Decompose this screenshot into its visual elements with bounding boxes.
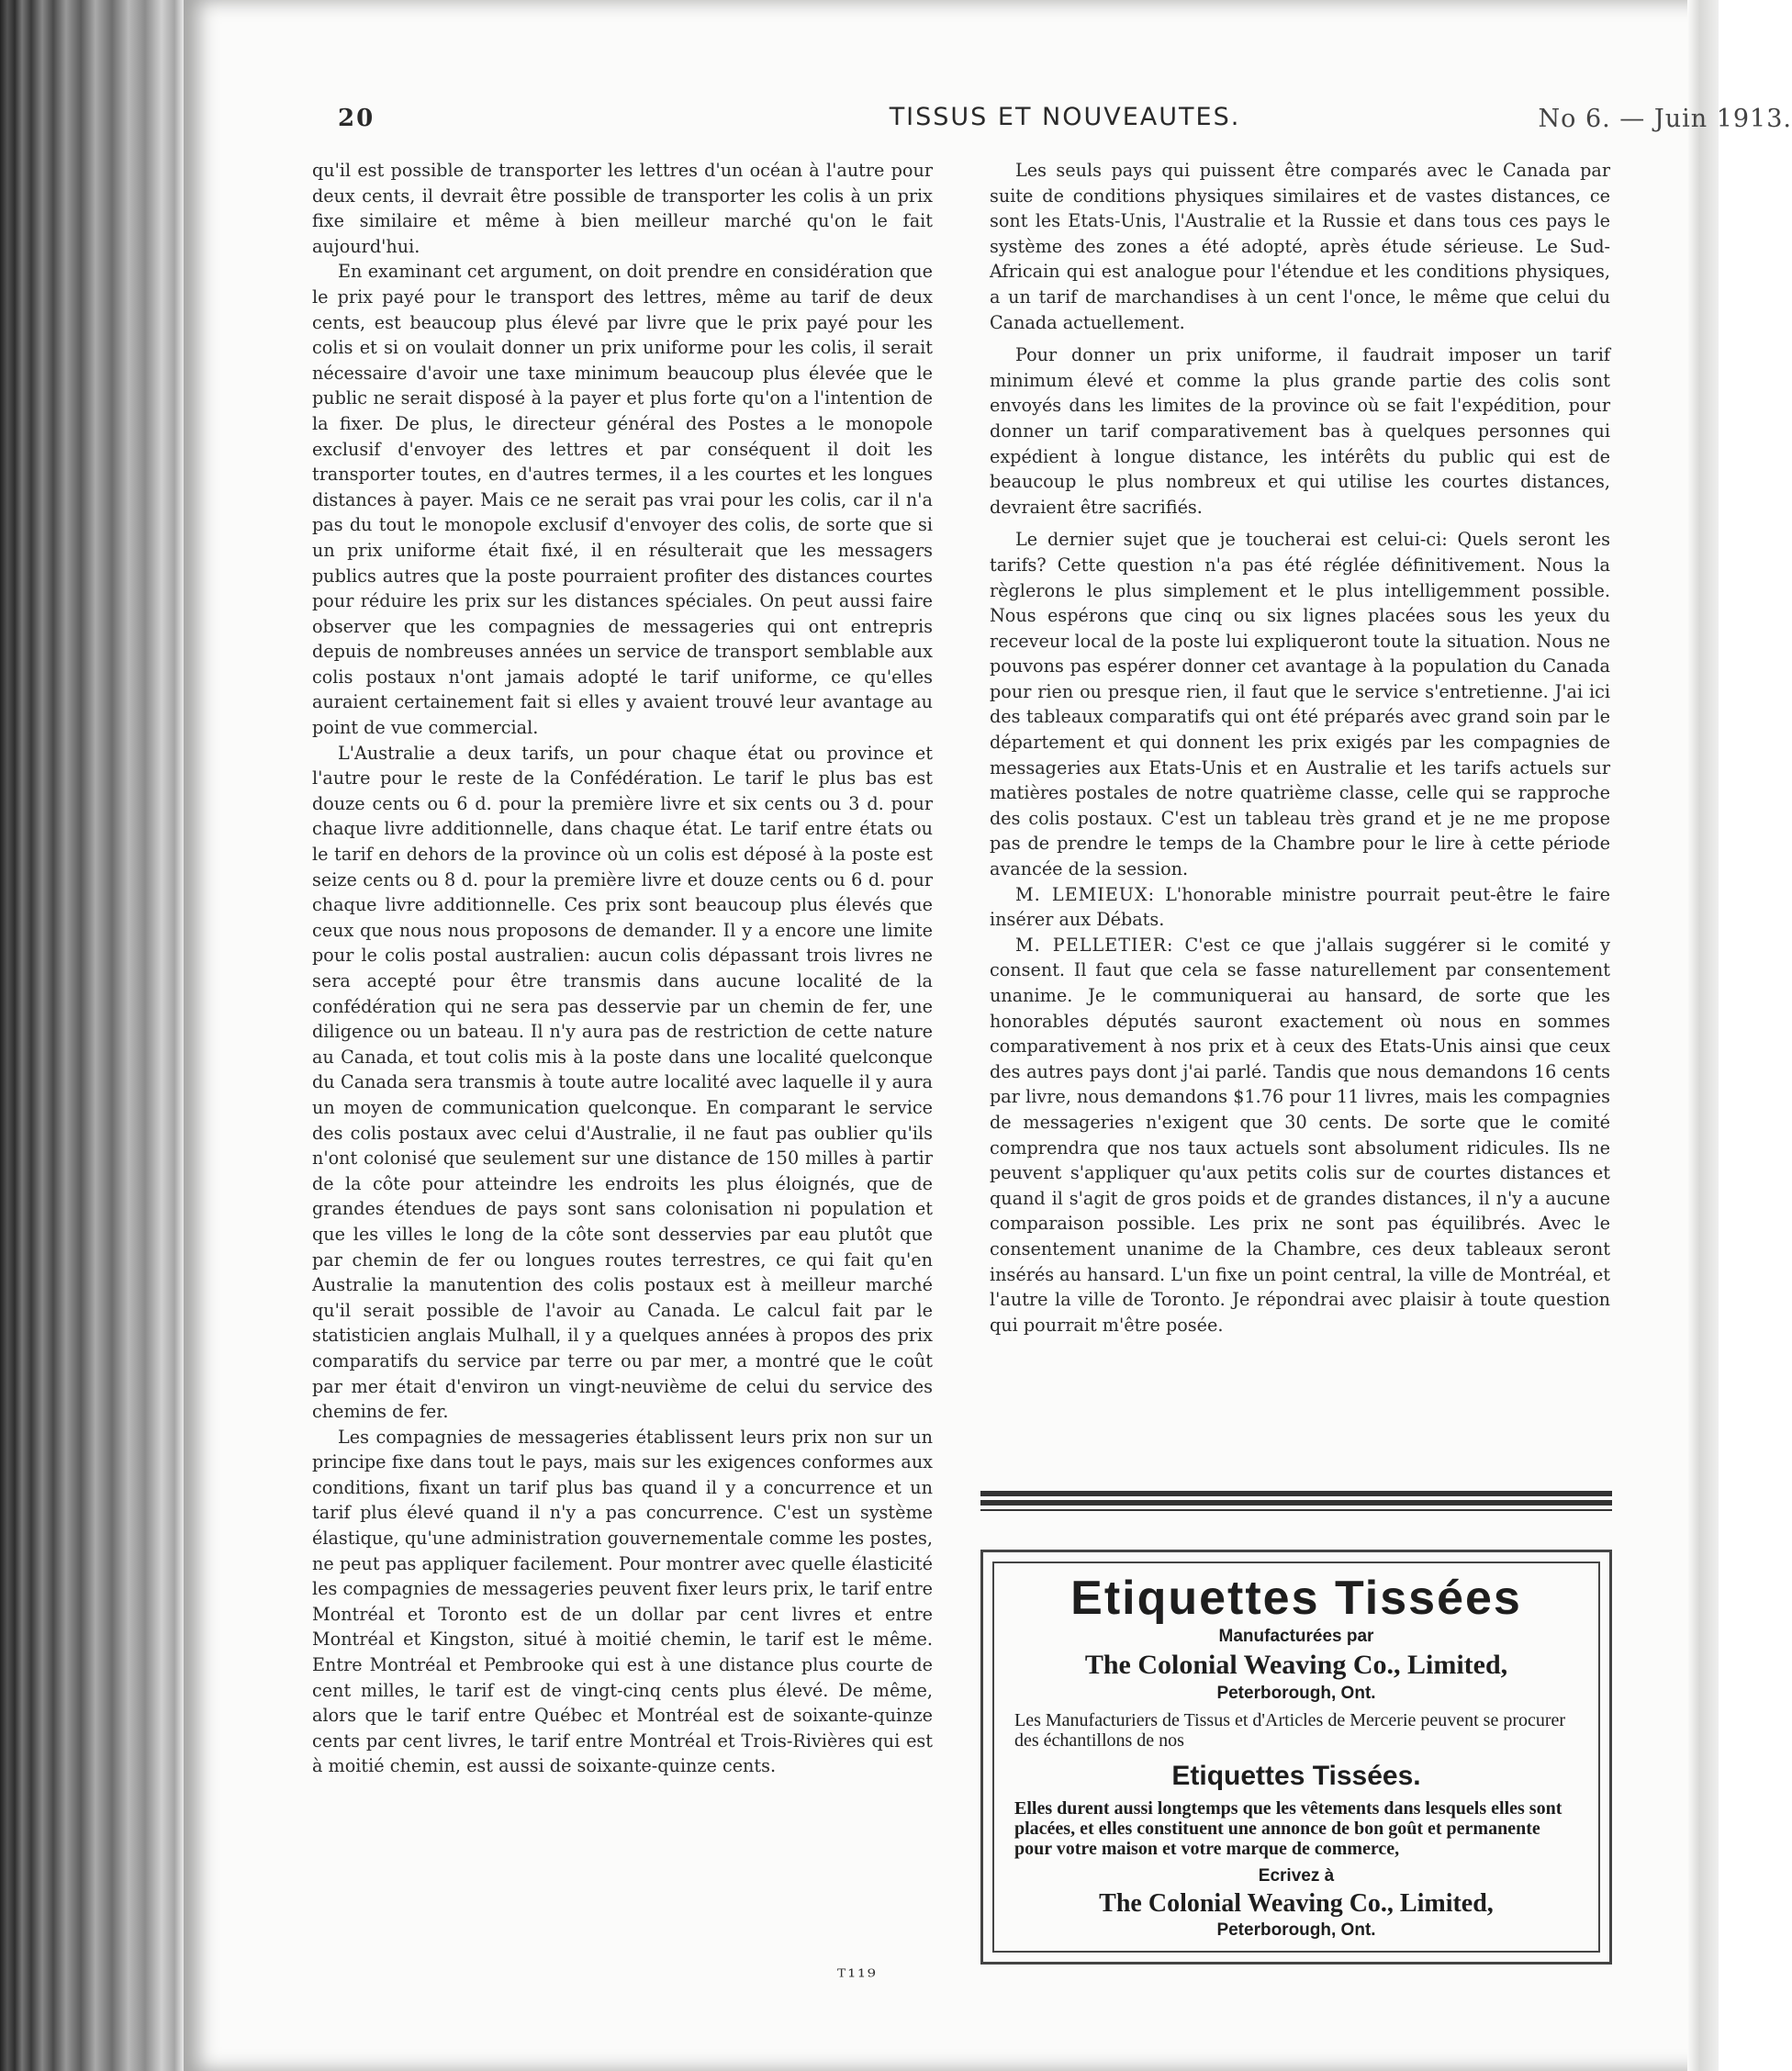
ad-title: Etiquettes Tissées (1070, 1572, 1522, 1625)
paragraph-pelletier (990, 933, 1610, 1338)
paragraph-lemieux (990, 882, 1610, 933)
book-binding-edge (0, 0, 184, 2071)
page (184, 0, 1792, 2071)
ad-location-2: Peterborough, Ont. (1216, 1920, 1376, 1940)
print-mark: ᵀ¹¹⁹ (837, 1966, 878, 1989)
ad-manufactured-by: Manufacturées par (1218, 1627, 1374, 1646)
paragraph: Les compagnies de messageries établissent leurs prix non sur un principe fixe dans tout le pays, mais sur les exigences conformes aux conditions, fixant un tarif plus bas quand il y a concurrence et un tarif plus élevé quand il n'y a pas concurrence. C'est un système élastique, qu'une administration gouvernementale comme les postes, ne peut pas appliquer facilement. Pour montrer avec quelle élasticité les compagnies de messageries peuvent fixer leurs prix, le tarif entre Montréal et Toronto est de un dollar par cent livres et entre Montréal et Kingston, situé à moitié chemin, le tarif est le même. Entre Montréal et Pembrooke qui est à une distance plus courte de cent milles, le tarif est de vingt-cinq cents plus élevé. De même, alors que le tarif entre Québec et Montréal est de soixante-quinze cents par cent livres, le tarif entre Montréal et Trois-Rivières qui est à moitié chemin, est aussi de soixante-quinze cents. (312, 1426, 933, 1777)
divider-rule (980, 1491, 1612, 1496)
speech-text: C'est ce que j'allais suggérer si le comité y consent. Il faut que cela se fasse naturellement par consentement unanime. Je le communiquerai au hansard, de sorte que les honorables députés sauront exactement où nous en sommes comparativement à nos prix et à ceux des Etats-Unis ainsi que ceux des autres pays dont j'ai parlé. Tandis que nous demandons 16 cents par livre, nous demandons $1.76 pour 11 livres, mais les compagnies de messageries n'exigent que 30 cents. De sorte que le comité comprendra que nos taux actuels sont absolument ridicules. Ils ne peuvent s'appliquer qu'aux petits colis sur de courtes distances et quand il s'agit de gros poids et de grandes distances, il n'y a aucune comparaison possible. Les prix ne sont pas équilibrés. Avec le consentement unanime de la Chambre, ces deux tableaux seront insérés au hansard. L'un fixe un point central, la ville de Montréal, et l'autre la ville de Toronto. Je répondrai avec plaisir à toute question qui pourrait m'être posée. (990, 934, 1611, 1336)
page-edge (1687, 0, 1719, 2071)
paragraph: Le dernier sujet que je toucherai est celui-ci: Quels seront les tarifs? Cette question n'a pas été réglée définitivement. Nous la règlerons le plus simplement et le plus intelligemment possible. Nous espérons que cinq ou six lignes placées sous les yeux du receveur local de la poste lui expliqueront toute la situation. Nous ne pouvons pas espérer donner cet avantage à la population du Canada pour rien ou presque rien, il faut que le service s'entretienne. J'ai ici des tableaux comparatifs qui ont été préparés avec grand soin par le département et qui donnent les prix exigés par les compagnies de messageries aux Etats-Unis et en Australie et les tarifs actuels sur matières postales de notre quatrième classe, celle qui se rapproche des colis postaux. C'est un tableau très grand et je ne me propose pas de prendre le temps de la Chambre pour le lire à cette période avancée de la session. (990, 529, 1610, 880)
ad-company-name-2: The Colonial Weaving Co., Limited, (1099, 1889, 1494, 1918)
paragraph: En examinant cet argument, on doit prendre en considération que le prix payé pour le transport des lettres, même au tarif de deux cents, est beaucoup plus élevé par livre que le prix payé pour les colis et si on voulait donner un prix uniforme pour les colis, il serait nécessaire d'avoir une taxe minimum beaucoup plus élevée que le public ne serait disposé à la payer et plus forte qu'on a l'intention de la fixer. De plus, le directeur général des Postes a le monopole exclusif d'envoyer des lettres et par conséquent il doit les transporter toutes, en d'autres termes, il a les courtes et les longues distances à payer. Mais ce ne serait pas vrai pour les colis, car il n'a pas du tout le monopole exclusif d'envoyer des colis, de sorte que si un prix uniforme était fixé, il en résulterait que les messagers publics autres que la poste pourraient profiter des distances courtes pour réduire les prix sur les distances spéciales. On peut aussi faire observer que les compagnies de messageries qui ont entrepris depuis de nombreuses années un service de transport semblable aux colis postaux n'ont jamais adopté le tarif uniforme, ce qu'elles auraient certainement fait si elles y avaient trouvé leur avantage au point de vue commercial. (312, 261, 933, 739)
ad-subtitle: Etiquettes Tissées. (1171, 1761, 1421, 1791)
paragraph: qu'il est possible de transporter les lettres d'un océan à l'autre pour deux cents, il devrait être possible de transporter les colis à un prix fixe similaire et même à bien meilleur marché qu'on le fait aujourd'hui. (312, 160, 933, 257)
page-number: 20 (338, 105, 375, 132)
page-header (338, 99, 1792, 141)
section-divider (980, 1491, 1612, 1515)
ad-company-name: The Colonial Weaving Co., Limited, (1084, 1650, 1508, 1680)
divider-rule (980, 1509, 1612, 1511)
running-title: TISSUS ET NOUVEAUTES. (889, 103, 1241, 131)
ad-write-to: Ecrivez à (1258, 1866, 1335, 1886)
ad-location: Peterborough, Ont. (1216, 1684, 1376, 1703)
left-column (312, 158, 933, 1779)
speech-text: L'honorable ministre pourrait peut-être le faire insérer aux Débats. (990, 883, 1611, 931)
paragraph: Pour donner un prix uniforme, il faudrait imposer un tarif minimum élevé et comme la plus grande partie des colis sont envoyés dans les limites de la province où se fait l'expédition, pour donner un tarif comparativement bas à quelques personnes qui expédient à longue distance, les intérêts du public qui est de beaucoup le plus nombreux et qui utilise les courtes distances, devraient être sacrifiés. (990, 344, 1610, 518)
ad-intro: Les Manufacturiers de Tissus et d'Articles de Mercerie peuvent se procurer des échantillons de nos (1014, 1710, 1566, 1751)
advertisement-frame (992, 1562, 1600, 1953)
advertisement (980, 1550, 1612, 1965)
ad-body: Elles durent aussi longtemps que les vêtements dans lesquels elles sont placées, et elles constituent une annonce de bon goût et permanente pour votre maison et votre marque de commerce, (1014, 1798, 1562, 1859)
issue-date: No 6. — Juin 1913. (1538, 105, 1792, 133)
speaker-name: M. PELLETIER: (1015, 934, 1174, 956)
paragraph: L'Australie a deux tarifs, un pour chaque état ou province et l'autre pour le reste de la Confédération. Le tarif le plus bas est douze cents ou 6 d. pour la première livre et six cents ou 3 d. pour chaque livre additionnelle, dans chaque état. Le tarif entre états ou le tarif en dehors de la province où un colis est déposé à la poste est seize cents ou 8 d. pour la première livre et douze cents ou 6 d. pour chaque livre additionnelle. Ces prix sont beaucoup plus élevés que ceux que nous nous proposons de demander. Il y a encore une limite pour le colis postal australien: aucun colis dépassant trois livres ne sera accepté pour être transmis dans aucune localité de la confédération qui ne sera pas desservie par un chemin de fer, une diligence ou un bateau. Il n'y aura pas de restriction de cette nature au Canada, et tout colis mis à la poste dans une localité quelconque du Canada sera transmis à toute autre localité avec laquelle il y aura un moyen de communication quelconque. En comparant le service des colis postaux avec celui d'Australie, il ne faut pas oublier qu'ils n'ont colonisé que seulement sur une distance de 150 milles à partir de la côte pour atteindre les endroits les plus éloignés, que de grandes étendues de pays sont sans colonisation ni population et que les villes le long de la côte sont desservies par eau plutôt que par chemin de fer ou longues routes terrestres, ce qui fait qu'en Australie la manutention des colis postaux est à meilleur marché qu'il serait possible de l'avoir au Canada. Le calcul fait par le statisticien anglais Mulhall, il y a quelques années à propos des prix comparatifs du service par terre ou par mer, a montré que le coût par mer était d'environ un vingt-neuvième de celui du service des chemins de fer. (312, 742, 933, 1423)
paragraph: Les seuls pays qui puissent être comparés avec le Canada par suite de conditions physiques similaires et de vastes distances, ce sont les Etats-Unis, l'Australie et la Russie et dans tous ces pays le système des zones a été adopté, après étude sérieuse. Le Sud-Africain qui est analogue pour l'étendue et les conditions physiques, a un tarif de marchandises à un cent l'once, le même que celui du Canada actuellement. (990, 160, 1610, 333)
right-column (990, 158, 1610, 1338)
divider-rule (980, 1500, 1612, 1506)
speaker-name: M. LEMIEUX: (1015, 883, 1156, 905)
